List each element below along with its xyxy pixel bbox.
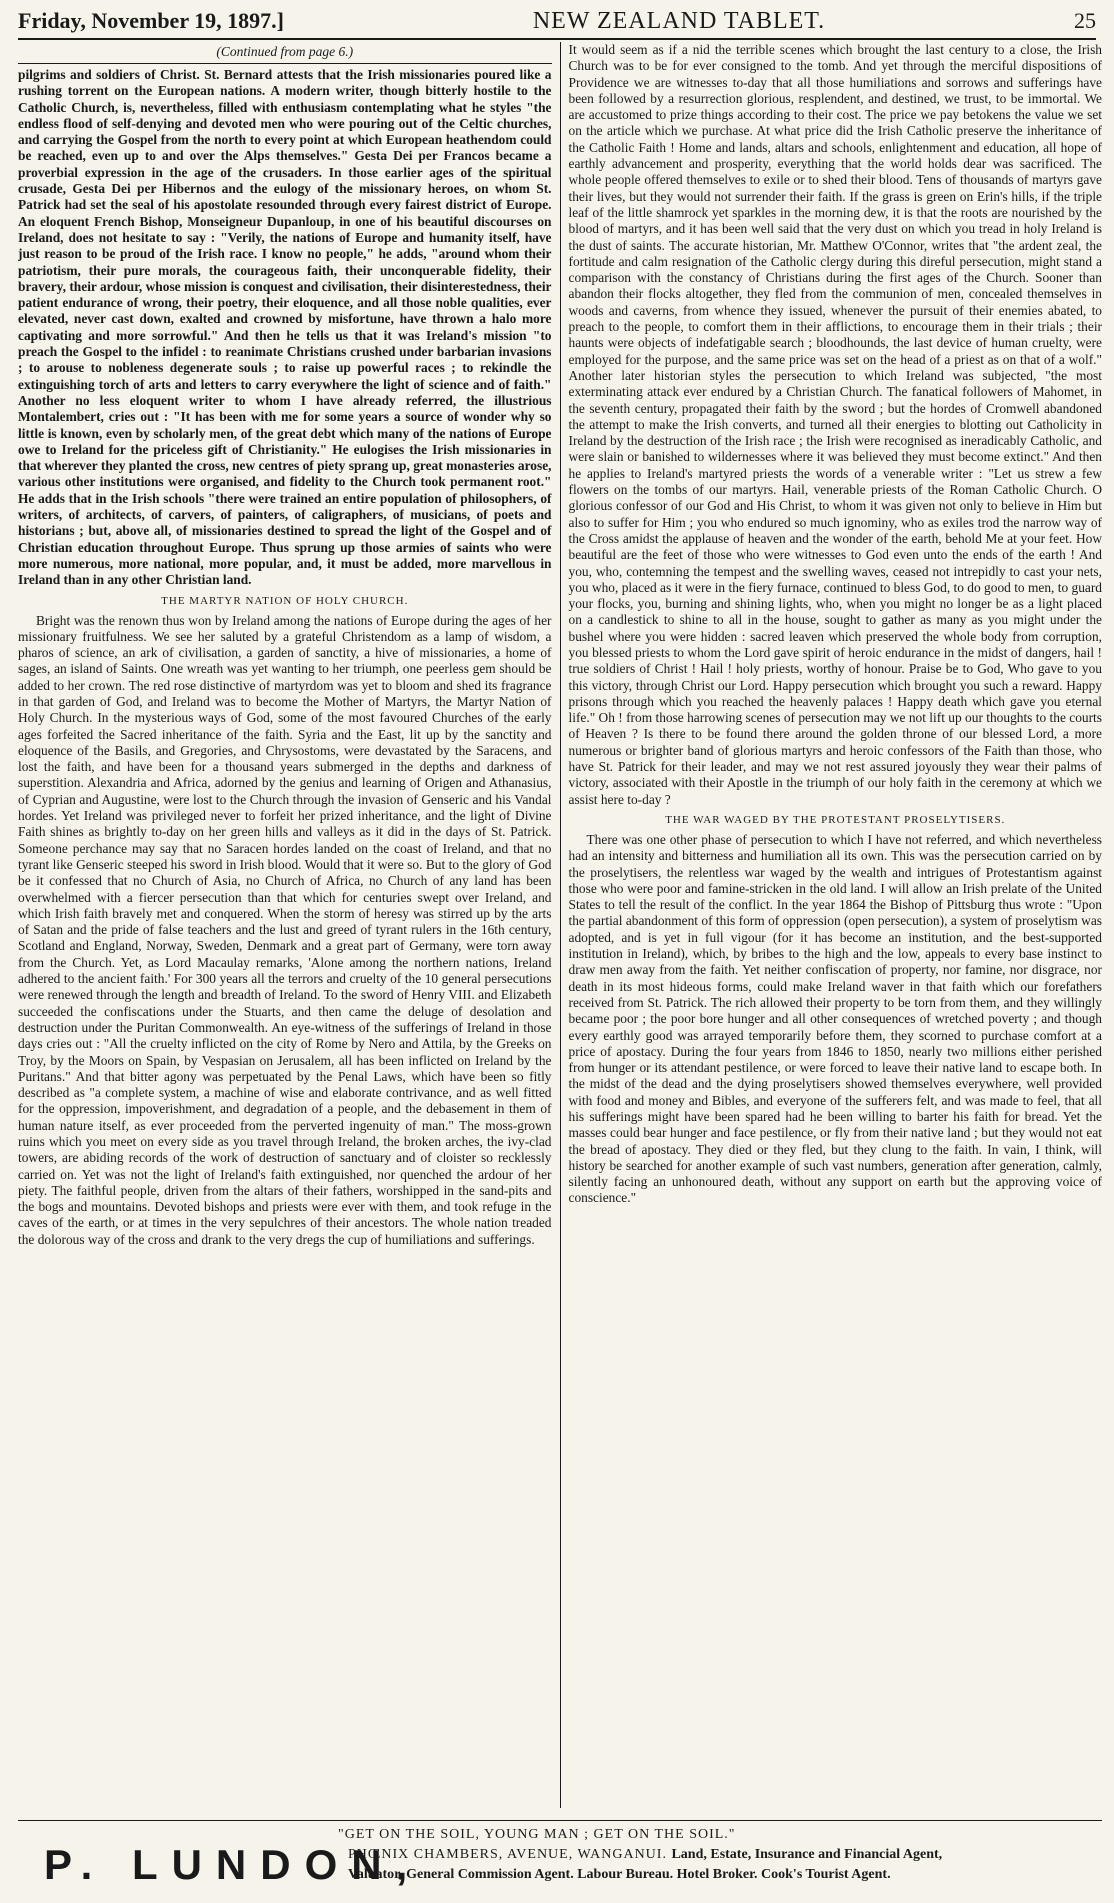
article-columns [18, 42, 1102, 1808]
ad-address-line [348, 1847, 942, 1863]
right-column [561, 42, 1103, 1808]
left-paragraph-2: Bright was the renown thus won by Ireland among the nations of Europe during the ages of her missionary fruitfulness. We see her saluted by a grateful Christendom as a lamp of wisdom, a pharos of science, an ark of civilisation, a garden of sanctity, a hive of missionaries, a home of sages, an island of Saints. One wreath was yet wanting to her triumph, one peerless gem should be added to her crown. The red rose distinctive of martyrdom was yet to bloom and shed its fragrance in that garden of God, and Ireland was to become the Mother of Martyrs, the Martyr Nation of Holy Church. In the mysterious ways of God, some of the most favoured Churches of the early ages forfeited the Sacred inheritance of the faith. Syria and the East, lit up by the sanctity and eloquence of the Basils, and Gregories, and Chrysostoms, were devastated by the Saracens, and lost the faith, and have been for a thousand years submerged in the depths and darkness of superstition. Alexandria and Africa, adorned by the genius and learning of Origen and Athanasius, of Cyprian and Augustine, were lost to the Church through the invasion of Genseric and his Vandal hordes. Yet Ireland was privileged never to forfeit her prized inheritance, and the light of Divine Faith shines as brightly to-day on her green hills and valleys as it did in the days of St. Patrick. Someone perchance may say that no Saracen hordes landed on the coast of Ireland, and that no tyrant like Genseric steeped his sword in Irish blood. Would that it were so. But to the glory of God be it confessed that no Church of Asia, no Church of Africa, no Church of any land has been overwhelmed with a fiercer persecution than that which for centuries swept over Ireland, and which Irish faith bravely met and conquered. When the storm of heresy was stirred up by the arts of Satan and the pride of false teachers and the lust and greed of tyrant rulers in the 16th century, Scotland and England, Norway, Sweden, Denmark and a great part of Germany, were torn away from the Church. Yet, as Lord Macaulay remarks, 'Alone among the northern nations, Ireland adhered to the ancient faith.' For 300 years all the terrors and cruelty of the 10 general persecutions were renewed through the length and breadth of Ireland. To the sword of Henry VIII. and Elizabeth succeeded the confiscations under the Stuarts, and then came the deluge of desolation and destruction under the Puritan Commonwealth. An eye-witness of the sufferings of Ireland in those days cries out : "All the cruelty inflicted on the city of Rome by Nero and Attila, by the Greeks on Troy, by the Moors on Spain, by Vespasian on Jerusalem, all has been inflicted on Ireland by the Puritans." And that bitter agony was perpetuated by the Penal Laws, which have been so fitly described as "a complete system, a machine of wise and elaborate contrivance, and as well fitted for the oppression, impoverishment, and degradation of a people, and the debasement in them of human nature itself, as ever proceeded from the perverted ingenuity of man." The moss-grown ruins which you meet on every side as you travel through Ireland, the broken arches, the ivy-clad towers, are abiding records of the work of destruction of sanctuary and of cloister so recklessly carried on. Yet was not the light of Ireland's faith extinguished, nor quenched the ardour of her piety. The faithful people, driven from the altars of their fathers, worshipped in the sand-pits and the bogs and mountains. Devoted bishops and priests were ever with them, and took refuge in the caves of the earth, or at times in the very sepulchres of their ancestors. The whole nation treaded the dolorous way of the cross and drank to the very dregs the cup of humiliations and sufferings. [18, 612, 552, 1247]
masthead [18, 4, 1096, 40]
issue-date: Friday, November 19, 1897.] [18, 8, 285, 33]
left-paragraph-1: pilgrims and soldiers of Christ. St. Bernard attests that the Irish missionaries poured like a rushing torrent on the European nations. A modern writer, though bitterly hostile to the Catholic Church, is, nevertheless, filled with enthusiasm contemplating what he styles "the endless flood of self-denying and devoted men who were pouring out of the Celtic churches, and carrying the Gospel from the north to every point at which European heathendom could be reached, even up to and over the Alps themselves." Gesta Dei per Francos became a proverbial expression in the age of the crusaders. In those earlier ages of the spiritual crusade, Gesta Dei per Hibernos and the eulogy of the missionary heroes, on whom St. Patrick had set the seal of his apostolate resounded through every fairest district of Europe. An eloquent French Bishop, Monseigneur Dupanloup, in one of his beautiful discourses on Ireland, does not hesitate to say : "Verily, the nations of Europe and humanity itself, have just reason to be proud of the Irish race. I know no people," he adds, "around whom their patriotism, their pure morals, the courageous faith, their unconquerable fidelity, their bravery, their ardour, whose mission is conquest and civilisation, their disinterestedness, their patient endurance of wrong, their poetry, their eloquence, and all those noble qualities, ever elevated, never cast down, exalted and crowned by misfortune, have thrown a halo more captivating and more sorrowful." And then he tells us that it was Ireland's mission "to preach the Gospel to the infidel : to reanimate Christians crushed under barbarian invasions ; to arouse to nobleness degenerate souls ; to raise up powerful races ; to rekindle the extinguishing torch of arts and letters to carry everywhere the light of science and of faith." Another no less eloquent writer to whom I have already referred, the illustrious Montalembert, cries out : "It has been with me for some years a source of wonder why so little is known, even by scholarly men, of the great debt which many of the nations of Europe owe to Ireland for the priceless gift of Christianity." He eulogises the Irish missionaries in that wherever they planted the cross, new centres of piety sprang up, great monasteries arose, various other institutions were organised, and fidelity to the Church took permanent root." He adds that in the Irish schools "there were trained an entire population of philosophers, of writers, of architects, of carvers, of painters, of caligraphers, of musicians, of poets and historians ; but, above all, of missionaries destined to spread the light of the Gospel and of Christian education throughout Europe. Thus sprung up those armies of saints who were more numerous, more national, more popular, and, it must be added, more marvellous in Ireland than in any other Christian land. [18, 67, 552, 588]
advertisement [18, 1820, 1102, 1897]
ad-services-2: Valuator, General Commission Agent. Labour Bureau. Hotel Broker. Cook's Tourist Agent. [348, 1867, 891, 1882]
ad-slogan: "GET ON THE SOIL, YOUNG MAN ; GET ON THE SOIL." [338, 1827, 736, 1842]
ad-address: PHŒNIX CHAMBERS, AVENUE, WANGANUI. [348, 1847, 667, 1862]
right-paragraph-1: It would seem as if a nid the terrible scenes which brought the last century to a close, the Irish Church was to be for ever consigned to the tomb. And yet through the merciful dispositions of Providence we are witnesses to-day that all those humiliations and sorrows and sufferings have been followed by a resurrection glorious, resplendent, and destined, we trust, to be immortal. We are accustomed to prize things according to their cost. The price we pay betokens the value we set on the article which we purchase. At what price did the Irish Catholic preserve the inheritance of the Catholic Faith ! Home and lands, altars and schools, enlightenment and education, all hope of earthly advancement and prosperity, everything that the world holds dear was sacrificed. The whole people offered themselves to exile or to shed their blood. Tens of thousands of martyrs gave their lives, but they would not surrender their faith. If the grass is green on Erin's hills, if the triple leaf of the little shamrock yet sparkles in the morning dew, it is that the roots are nourished by the blood of martyrs, and it has been well said that the very dust on which you tread in holy Ireland is the dust of saints. The accurate historian, Mr. Matthew O'Connor, writes that "the ardent zeal, the fortitude and calm resignation of the Catholic clergy during this direful persecution, might stand a comparison with the constancy of Christians during the first ages of the Church. Sooner than abandon their flocks altogether, they fled from the communion of men, concealed themselves in woods and caverns, from whence they issued, whenever the pursuit of their enemies abated, to preach to the people, to comfort them in their afflictions, to encourage them in their trials ; their haunts were objects of indefatigable search ; bloodhounds, the last device of human cruelty, were employed for the purpose, and the same price was set on the head of a priest as on that of a wolf." Another later historian styles the persecution to which Ireland was subjected, "the most exterminating attack ever endured by a Christian Church. The fanatical followers of Mahomet, in the seventh century, propagated their faith by the sword ; but the hordes of Cromwell abandoned the attempt to make the Irish converts, and turned all their energies to blotting out Catholicity in Ireland by the destruction of the Irish race ; the Irish were recognised as ineradicably Catholic, and were slain or banished to wildernesses where it was believed they must become extinct." And then he applies to Ireland's martyred priests the words of a venerable writer : "Let us strew a few flowers on the tombs of our martyrs. Hail, venerable priests of the Roman Catholic Church. O glorious confessor of our God and His Christ, to whom it was given not only to believe in Him but also to suffer for Him ; you who endured so much ignominy, who as exiles trod the narrow way of the Cross amidst the applause of heaven and the wonder of the earth, behold Me at your feet. How beautiful are the feet of those who were witnesses to God even unto the ends of the earth ! And you, who, contemning the tempest and the swelling waves, ceased not intrepidly to cast your nets, you who, placed as it were in the fiery furnace, continued to bless God, to do good to men, to guard your flocks, you, burning and shining lights, who, when you might no longer be as a light placed on a candlestick to shine to all in the house, sought to gather as many as you might under the bushel where you were hidden : sacred leaven which preserved the whole body from corruption, you blessed priests to whom the Lord gave spirit of heroic endurance in the midst of dangers, hail ! true soldiers of Christ ! Hail ! holy priests, worthy of honour. Praise be to God, Who gave to you this victory, through Christ our Lord. Happy persecution which brought you such a reward. Happy prisons through which you reached the heavenly palaces ! Happy death which gave you eternal life." Oh ! from those harrowing scenes of persecution may we not lift up our thoughts to the courts of Heaven ? Is there to be found there around the golden throne of our blessed Lord, a more numerous or brighter band of glorious martyrs and heroic confessors of the Faith than those, who have St. Patrick for their leader, and may we not rest assured joyously they wear their palms of victory, associated with their Apostle in the triumph of our holy faith in the ceremony at which we assist here to-day ? [568, 42, 1102, 807]
section-heading-proselytisers: THE WAR WAGED BY THE PROTESTANT PROSELYTISERS. [665, 813, 1006, 826]
ad-services-1: Land, Estate, Insurance and Financial Agent, [671, 1847, 943, 1862]
right-paragraph-2: There was one other phase of persecution to which I have not referred, and which nevertheless had an intensity and bitterness and humiliation all its own. This was the persecution carried on by the proselytisers, the relentless war waged by the wealth and intrigues of Protestantism against those who were poor and famine-stricken in the old land. I will allow an Irish prelate of the United States to tell the result of the conflict. In the year 1864 the Bishop of Pittsburg thus wrote : "Upon the partial abandonment of this form of oppression (open persecution), a system of proselytism was adopted, and is yet in full vigour (for it has become an institution, and the best-supported institution in Ireland), which, by bribes to the high and the low, appeals to every base instinct to draw men away from the faith. Yet neither confiscation of property, nor famine, nor disgrace, nor death in its most hideous forms, could make Ireland waver in that faith which our forefathers received from St. Patrick. The rich allowed their property to be torn from them, and they willingly became poor ; the poor bore hunger and all other consequences of wretched poverty ; and though every earthly good was arrayed temporarily before them, they scorned to purchase comfort at a price of apostacy. During the four years from 1846 to 1850, nearly two millions either perished from hunger or its attendant pestilence, or were forced to leave their native land to escape both. In the midst of the dead and the dying proselytisers showed themselves everywhere, well provided with food and money and Bibles, and everyone of the sufferers felt, and was made to feel, that all his sufferings might have been spared had he been willing to barter his faith for bread. Yet the masses could bear hunger and face pestilence, or fly from their native land ; but they would not eat the bread of apostacy. They died or they fled, but they clung to the faith. In vain, I think, will history be searched for another example of such vast numbers, generation after generation, calmly, silently facing an unhonoured death, without any support on earth but the approving voice of conscience." [568, 831, 1102, 1206]
left-column [18, 42, 561, 1808]
newspaper-title: NEW ZEALAND TABLET. [532, 7, 826, 34]
page-number: 25 [1073, 8, 1096, 33]
continued-note: (Continued from page 6.) [18, 42, 552, 64]
ad-name: P. LUNDON, [44, 1841, 422, 1888]
section-heading-martyr-nation: THE MARTYR NATION OF HOLY CHURCH. [161, 594, 409, 607]
